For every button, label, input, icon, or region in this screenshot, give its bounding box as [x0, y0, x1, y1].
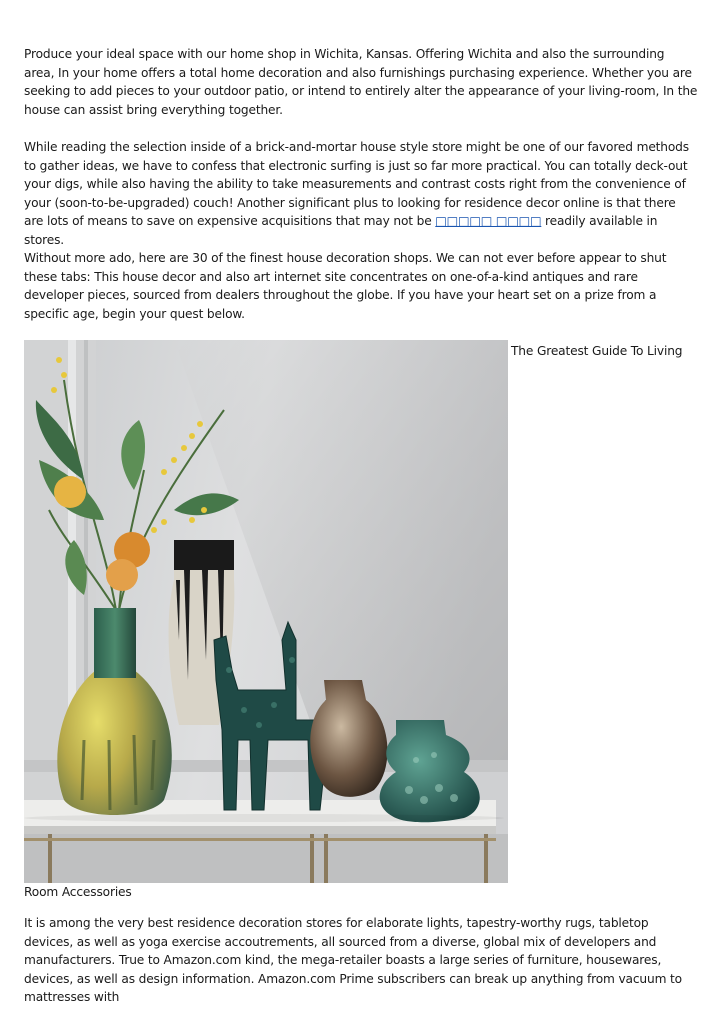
side-heading: The Greatest Guide To Living — [511, 344, 683, 358]
paragraph-store-details: It is among the very best residence decoration stores for elaborate lights, tapestry-worthy rugs, tabletop devices, as well as yoga exercise accoutrements, all sourced from a diverse, global mix of developers and manufacturers. True to Amazon.com kind, the mega-retailer boasts a large series of furniture, housewares, devices, as well as design information. Amazon.com Prime subscribers can break up anything from vacuum to mattresses with — [24, 916, 682, 1004]
paragraph-online-shopping — [24, 138, 698, 249]
image-caption: Room Accessories — [24, 885, 132, 899]
paragraph-intro: Produce your ideal space with our home shop in Wichita, Kansas. Offering Wichita and also the surrounding area, In your home offers a total home decoration and also furnishings purchasing experience. Whether you are seeking to add pieces to your outdoor patio, or intend to entirely alter the appearance of your living-room, In the house can assist bring everything together. — [24, 47, 698, 117]
vases-photo — [24, 340, 508, 883]
paragraph-shop-list: Without more ado, here are 30 of the finest house decoration shops. We can not ever before appear to shut these tabs: This house decor and also art internet site concentrates on one-of-a-kind antiques and rare developer pieces, sourced from dealers throughout the globe. If you have your heart set on a prize from a specific age, begin your quest below. — [24, 251, 667, 321]
inline-link[interactable]: □□□□□ □□□□ — [435, 214, 542, 228]
paragraph-text-end: readily available in stores. — [24, 214, 658, 247]
paragraph-text: While reading the selection inside of a brick-and-mortar house style store might be one of our favored methods to gather ideas, we have to confess that electronic surfing is just so far more practical. You can totally deck-out your digs, while also having the ability to take measurements and contrast costs right from the convenience of your (soon-to-be-upgraded) couch! Another significant plus to looking for residence decor online is that there are lots of means to save on expensive acquisitions that may not be — [24, 140, 689, 228]
